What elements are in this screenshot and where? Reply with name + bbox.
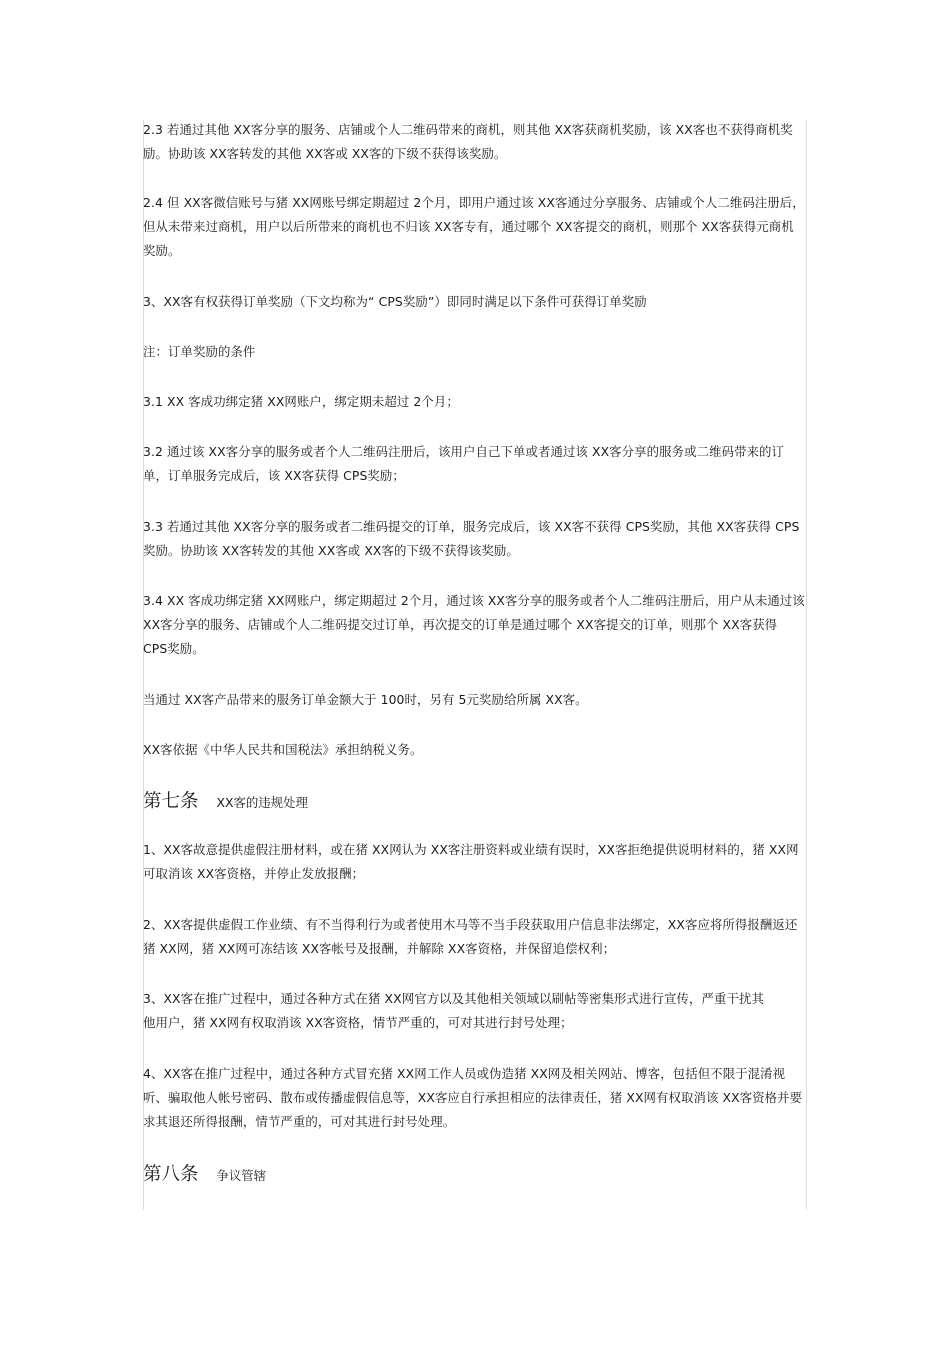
section-8-title: 争议管辖 <box>216 1168 267 1183</box>
paragraph-3-4: 3.4 XX 客成功绑定猪 XX网账户，绑定期超过 2个月，通过该 XX客分享的服务或者个人二维码注册后，用户从未通过该 XX客分享的服务、店铺或个人二维码提交过订单，再次提交的订单是通过哪个 XX客提交的订单，则那个 XX客获得 CPS奖励。 <box>143 593 805 656</box>
paragraph-3-1: 3.1 XX 客成功绑定猪 XX网账户，绑定期未超过 2个月； <box>143 394 459 409</box>
paragraph-bonus: 当通过 XX客产品带来的服务订单金额大于 100时，另有 5元奖励给所属 XX客。 <box>143 692 588 707</box>
section-8-number: 第八条 <box>143 1164 199 1185</box>
paragraph-note: 注：订单奖励的条件 <box>143 344 256 359</box>
paragraph-3-2: 3.2 通过该 XX客分享的服务或者个人二维码注册后，该用户自己下单或者通过该 XX客分享的服务或二维码带来的订单，订单服务完成后，该 XX客获得 CPS奖励； <box>143 444 785 483</box>
section-7-heading <box>143 789 308 815</box>
paragraph-3-cps: 3、XX客有权获得订单奖励（下文均称为“ CPS奖励”）即同时满足以下条件可获得订单奖励 <box>143 294 647 309</box>
section-7-number: 第七条 <box>143 791 199 812</box>
paragraph-3-3: 3.3 若通过其他 XX客分享的服务或者二维码提交的订单，服务完成后，该 XX客不获得 CPS奖励，其他 XX客获得 CPS奖励。协助该 XX客转发的其他 XX客或 XX客的下级不获得该奖励。 <box>143 519 800 558</box>
violation-item-1: 1、XX客故意提供虚假注册材料，或在猪 XX网认为 XX客注册资料或业绩有误时，XX客拒绝提供说明材料的，猪 XX网可取消该 XX客资格，并停止发放报酬； <box>143 842 799 881</box>
paragraph-2-3: 2.3 若通过其他 XX客分享的服务、店铺或个人二维码带来的商机，则其他 XX客获商机奖励，该 XX客也不获得商机奖励。协助该 XX客转发的其他 XX客或 XX客的下级不获得该奖励。 <box>143 122 793 161</box>
page-frame <box>143 120 807 1210</box>
paragraph-2-4: 2.4 但 XX客微信账号与猪 XX网账号绑定期超过 2个月，即用户通过该 XX客通过分享服务、店铺或个人二维码注册后，但从未带来过商机，用户以后所带来的商机也不归该 XX客专有，通过哪个 XX客提交的商机，则那个 XX客获得元商机奖励。 <box>143 195 805 258</box>
violation-item-4: 4、XX客在推广过程中，通过各种方式冒充猪 XX网工作人员或伪造猪 XX网及相关网站、博客，包括但不限于混淆视听、骗取他人帐号密码、散布或传播虚假信息等，XX客应自行承担相应的法律责任，猪 XX网有权取消该 XX客资格并要求其退还所得报酬，情节严重的，可对其进行封号处理。 <box>143 1066 803 1129</box>
paragraph-tax: XX客依据《中华人民共和国税法》承担纳税义务。 <box>143 742 423 757</box>
violation-item-2: 2、XX客提供虚假工作业绩、有不当得利行为或者使用木马等不当手段获取用户信息非法绑定，XX客应将所得报酬返还猪 XX网，猪 XX网可冻结该 XX客帐号及报酬，并解除 XX客资格，并保留追偿权利； <box>143 917 798 956</box>
section-7-title: XX客的违规处理 <box>216 795 308 810</box>
section-8-heading <box>143 1162 266 1188</box>
violation-item-3: 3、XX客在推广过程中，通过各种方式在猪 XX网官方以及其他相关领域以刷帖等密集形式进行宣传，严重干扰其他用户，猪 XX网有权取消该 XX客资格，情节严重的，可对其进行封号处理； <box>143 991 764 1030</box>
